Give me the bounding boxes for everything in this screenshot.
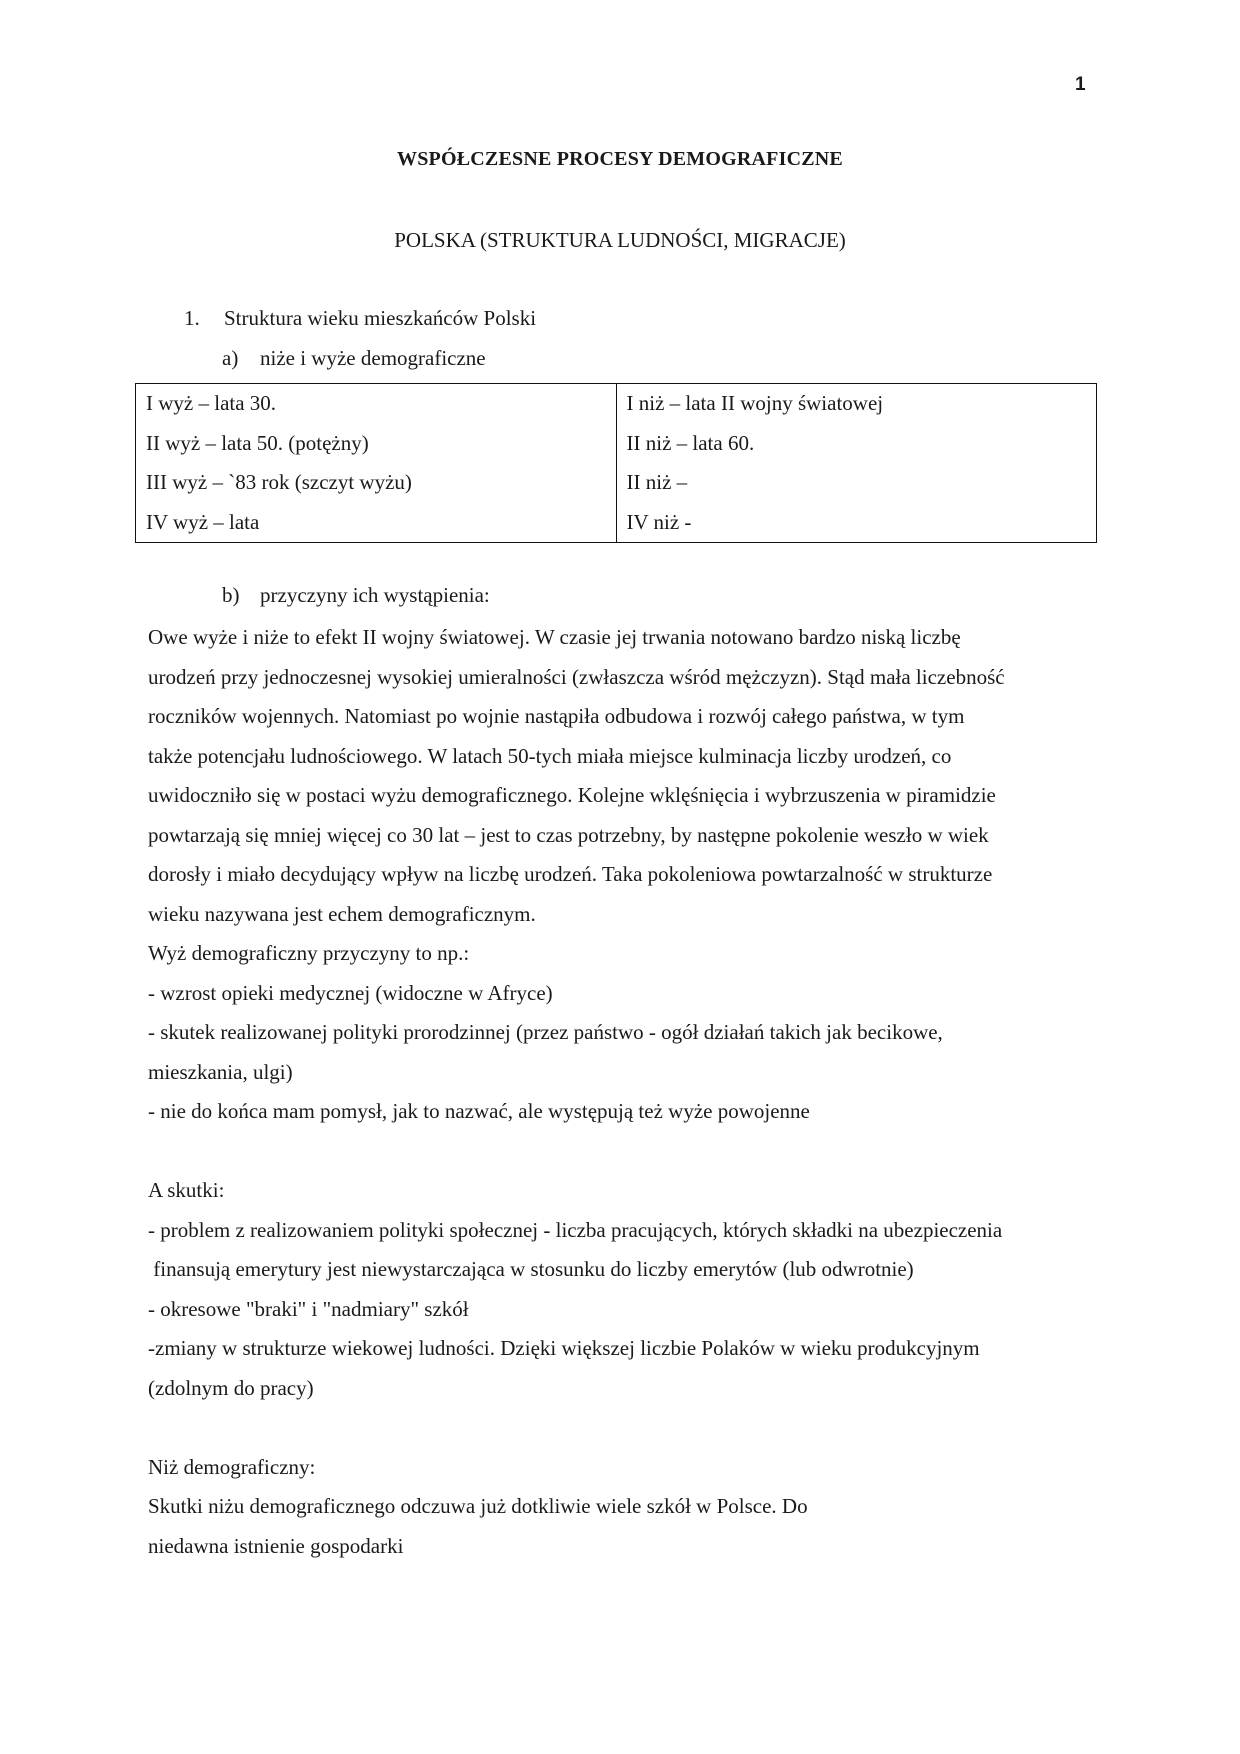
- section-1-label: Struktura wieku mieszkańców Polski: [224, 306, 537, 330]
- body-line: urodzeń przy jednoczesnej wysokiej umieralności (zwłaszcza wśród mężczyzn). Stąd mała liczebność: [148, 664, 1005, 689]
- table-column-niz: [616, 384, 1097, 543]
- skutki-line: - problem z realizowaniem polityki społecznej - liczba pracujących, których składki na ubezpieczenia: [148, 1217, 1003, 1242]
- body-line: dorosły i miało decydujący wpływ na liczbę urodzeń. Taka pokoleniowa powtarzalność w strukturze: [148, 862, 993, 886]
- document-title: WSPÓŁCZESNE PROCESY DEMOGRAFICZNE: [397, 148, 843, 170]
- section-b-number: b): [222, 583, 240, 607]
- section-a-heading: [222, 346, 486, 371]
- table-cell-niz-2: II niż – lata 60.: [626, 430, 755, 455]
- skutki-line: A skutki:: [148, 1178, 225, 1202]
- body-line: Wyż demograficzny przyczyny to np.:: [148, 941, 470, 965]
- demographic-table: [135, 383, 1097, 543]
- table-cell-niz-4: IV niż -: [626, 509, 692, 534]
- table-cell-wyz-4: IV wyż – lata: [146, 509, 260, 534]
- body-line: powtarzają się mniej więcej co 30 lat – jest to czas potrzebny, by następne pokolenie weszło w wiek: [148, 822, 989, 847]
- body-line: - skutek realizowanej polityki prorodzinnej (przez państwo - ogół działań takich jak becikowe,: [148, 1020, 943, 1044]
- table-cell-niz-3: II niż –: [626, 470, 688, 494]
- body-line: uwidoczniło się w postaci wyżu demograficznego. Kolejne wklęśnięcia i wybrzuszenia w piramidzie: [148, 783, 996, 807]
- section-a-number: a): [222, 346, 239, 370]
- body-line: roczników wojennych. Natomiast po wojnie nastąpiła odbudowa i rozwój całego państwa, w tym: [148, 704, 965, 728]
- skutki-line: finansują emerytury jest niewystarczająca w stosunku do liczby emerytów (lub odwrotnie): [148, 1257, 914, 1281]
- paragraph-gap: [148, 1132, 1108, 1172]
- page-number: 1: [1075, 74, 1086, 95]
- table-column-wyz: [136, 384, 617, 543]
- skutki-line: -zmiany w strukturze wiekowej ludności. Dzięki większej liczbie Polaków w wieku produkcyjnym: [148, 1336, 980, 1360]
- table-cell-wyz-2: II wyż – lata 50. (potężny): [146, 430, 369, 455]
- table-cell-wyz-3: III wyż – `83 rok (szczyt wyżu): [146, 470, 412, 494]
- body-line: także potencjału ludnościowego. W latach 50-tych miała miejsce kulminacja liczby urodzeń, co: [148, 743, 952, 768]
- skutki-line: (zdolnym do pracy): [148, 1375, 314, 1400]
- niz-line: Skutki niżu demograficznego odczuwa już dotkliwie wiele szkół w Polsce. Do: [148, 1494, 808, 1518]
- body-line: mieszkania, ulgi): [148, 1059, 293, 1084]
- section-1-heading: [184, 306, 536, 331]
- skutki-line: - okresowe "braki" i "nadmiary" szkół: [148, 1296, 469, 1321]
- body-text: [148, 618, 1108, 1566]
- document-subtitle: POLSKA (STRUKTURA LUDNOŚCI, MIGRACJE): [394, 228, 846, 252]
- section-1-number: 1.: [184, 306, 200, 330]
- section-b-heading: [222, 583, 490, 608]
- body-line: - nie do końca mam pomysł, jak to nazwać, ale występują też wyże powojenne: [148, 1099, 810, 1123]
- table-cell-wyz-1: I wyż – lata 30.: [146, 391, 277, 415]
- section-b-label: przyczyny ich wystąpienia:: [260, 583, 490, 607]
- table-cell-niz-1: I niż – lata II wojny światowej: [626, 391, 884, 415]
- body-line: wieku nazywana jest echem demograficznym.: [148, 901, 536, 926]
- body-line: Owe wyże i niże to efekt II wojny światowej. W czasie jej trwania notowano bardzo niską liczbę: [148, 625, 961, 649]
- niz-line: niedawna istnienie gospodarki: [148, 1533, 404, 1558]
- body-line: - wzrost opieki medycznej (widoczne w Afryce): [148, 980, 553, 1005]
- section-a-label: niże i wyże demograficzne: [260, 346, 486, 370]
- paragraph-gap: [148, 1408, 1108, 1448]
- niz-line: Niż demograficzny:: [148, 1454, 316, 1479]
